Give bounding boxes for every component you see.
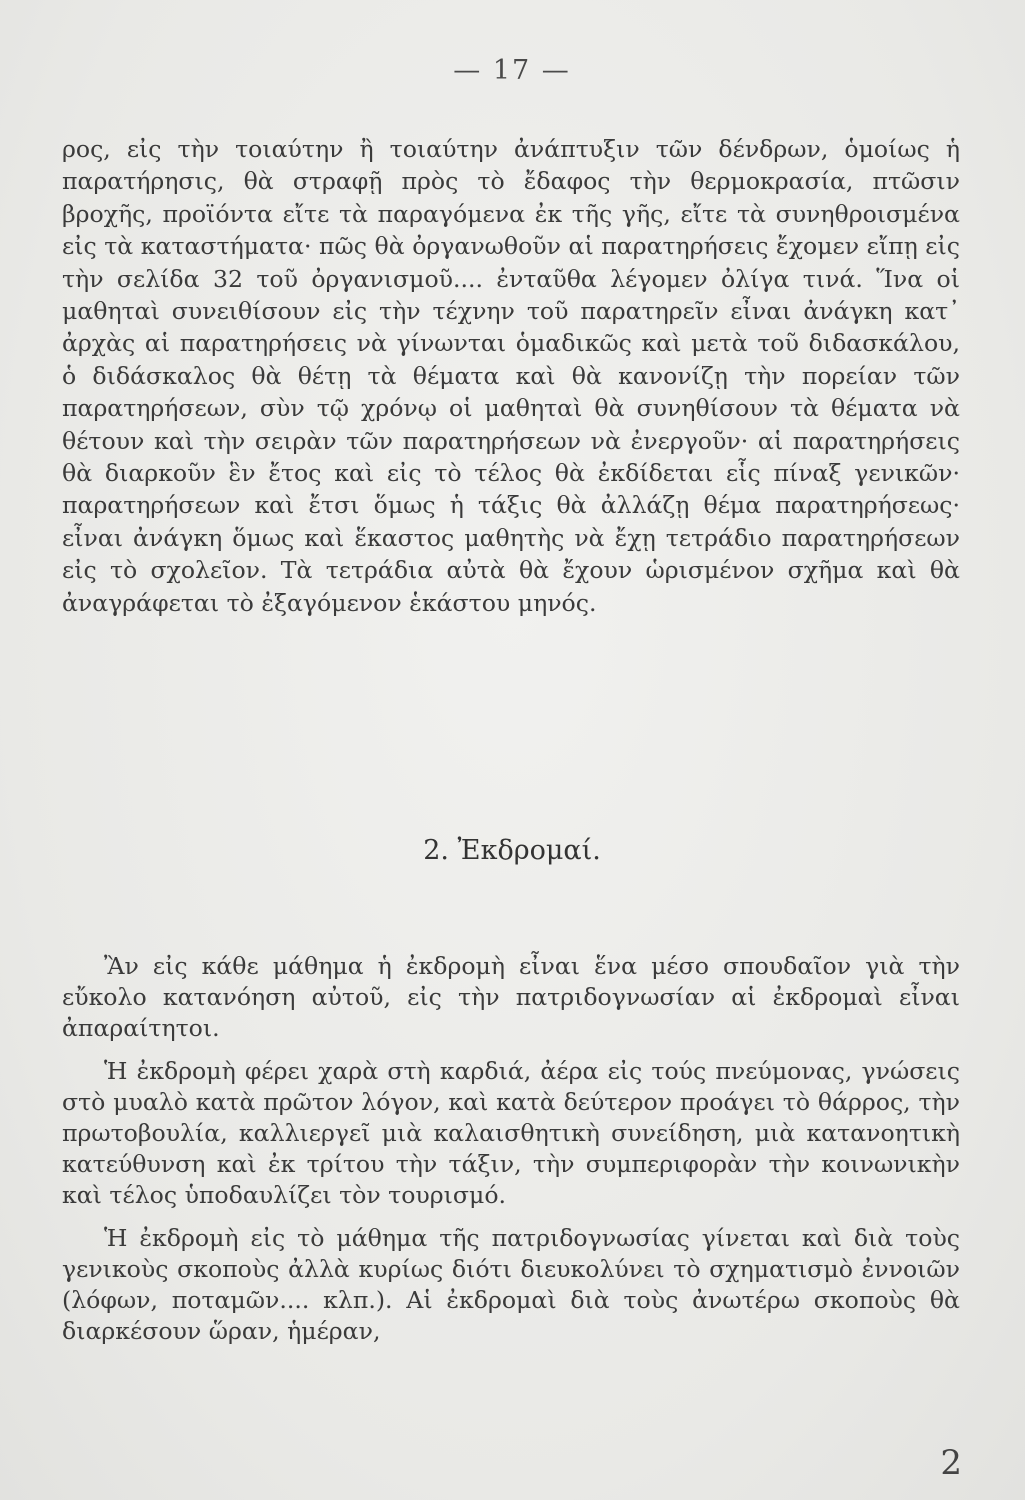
paragraph: Ἂν εἰς κάθε μάθημα ἡ ἐκδρομὴ εἶναι ἕνα μέσο σπουδαῖον γιὰ τὴν εὔκολο κατανόηση αὐτοῦ, εἰς τὴν πατριδογνωσίαν αἱ ἐκδρομαὶ εἶναι ἀπαραίτητοι. <box>62 952 960 1043</box>
signature-mark: 2 <box>940 1443 962 1483</box>
page-number-header: — 17 — <box>453 55 571 86</box>
body-text-top <box>62 133 960 619</box>
document-page <box>62 55 962 1483</box>
body-text-bottom <box>62 951 960 1358</box>
paragraph: Ἡ ἐκδρομὴ εἰς τὸ μάθημα τῆς πατριδογνωσίας γίνεται καὶ διὰ τοὺς γενικοὺς σκοποὺς ἀλλὰ κυρίως διότι διευκολύνει τὸ σχηματισμὸ ἐννοιῶν (λόφων, ποταμῶν.... κλπ.). Αἱ ἐκδρομαὶ διὰ τοὺς ἀνωτέρω σκοποὺς θὰ διαρκέσουν ὥραν, ἡμέραν, <box>62 1223 960 1346</box>
section-heading: 2. Ἐκδρομαί. <box>423 835 601 866</box>
paragraph: ρος, εἰς τὴν τοιαύτην ἢ τοιαύτην ἀνάπτυξιν τῶν δένδρων, ὁμοίως ἡ παρατήρησις, θὰ στραφῇ πρὸς τὸ ἔδαφος τὴν θερμοκρασία, πτῶσιν βροχῆς, προϊόντα εἴτε τὰ παραγόμενα ἐκ τῆς γῆς, εἴτε τὰ συνηθροισμένα εἰς τὰ καταστήματα· πῶς θὰ ὀργανωθοῦν αἱ παρατηρήσεις ἔχομεν εἴπῃ εἰς τὴν σελίδα 32 τοῦ ὀργανισμοῦ.... ἐνταῦθα λέγομεν ὀλίγα τινά. Ἵνα οἱ μαθηταὶ συνειθίσουν εἰς τὴν τέχνην τοῦ παρατηρεῖν εἶναι ἀνάγκη κατ᾽ ἀρχὰς αἱ παρατηρήσεις νὰ γίνωνται ὁμαδικῶς καὶ μετὰ τοῦ διδασκάλου, ὁ διδάσκαλος θὰ θέτῃ τὰ θέματα καὶ θὰ κανονίζῃ τὴν πορείαν τῶν παρατηρήσεων, σὺν τῷ χρόνῳ οἱ μαθηταὶ θὰ συνηθίσουν τὰ θέματα νὰ θέτουν καὶ τὴν σειρὰν τῶν παρατηρήσεων νὰ ἐνεργοῦν· αἱ παρατηρήσεις θὰ διαρκοῦν ἓν ἔτος καὶ εἰς τὸ τέλος θὰ ἐκδίδεται εἷς πίναξ γενικῶν· παρατηρήσεων καὶ ἔτσι ὅμως ἡ τάξις θὰ ἀλλάζῃ θέμα παρατηρήσεως· εἶναι ἀνάγκη ὅμως καὶ ἕκαστος μαθητὴς νὰ ἔχῃ τετράδιο παρατηρήσεων εἰς τὸ σχολεῖον. Τὰ τετράδια αὐτὰ θὰ ἔχουν ὡρισμένον σχῆμα καὶ θὰ ἀναγράφεται τὸ ἐξαγόμενον ἑκάστου μηνός. <box>62 135 960 617</box>
paragraph: Ἡ ἐκδρομὴ φέρει χαρὰ στὴ καρδιά, ἀέρα εἰς τούς πνεύμονας, γνώσεις στὸ μυαλὸ κατὰ πρῶτον λόγον, καὶ κατὰ δεύτερον προάγει τὸ θάρρος, τὴν πρωτοβουλία, καλλιεργεῖ μιὰ καλαισθητικὴ συνείδηση, μιὰ κατανοητικὴ κατεύθυνση καὶ ἐκ τρίτου τὴν τάξιν, τὴν συμπεριφορὰν τὴν κοινωνικὴν καὶ τέλος ὑποδαυλίζει τὸν τουρισμό. <box>62 1056 960 1210</box>
